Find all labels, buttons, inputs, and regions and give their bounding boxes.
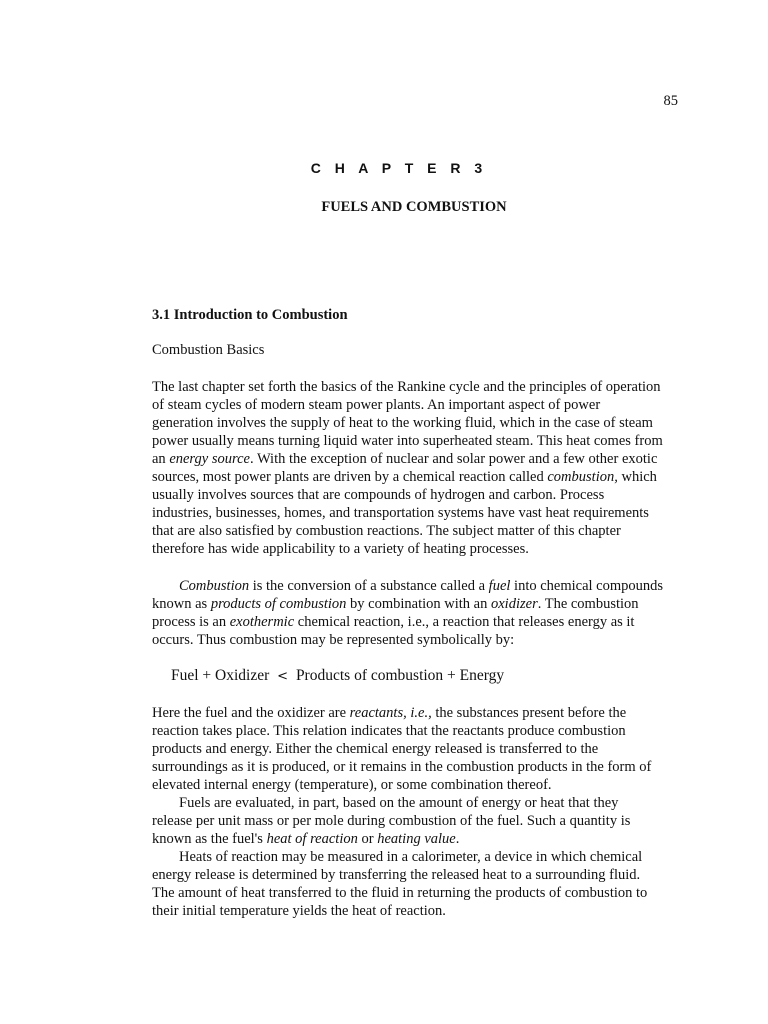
section-heading: 3.1 Introduction to Combustion <box>152 307 348 323</box>
text-run: or <box>357 831 378 847</box>
paragraph-line <box>152 704 682 722</box>
italic-term: exothermic <box>229 614 295 630</box>
paragraph-line <box>152 595 682 613</box>
text-run: the substances present before the <box>431 705 627 721</box>
italic-term: heat of reaction <box>266 831 358 847</box>
subsection-heading: Combustion Basics <box>152 342 265 358</box>
equation-products: Products of combustion + Energy <box>295 667 505 684</box>
italic-term: Combustion <box>179 578 250 594</box>
paragraph-line: of steam cycles of modern steam power plants. An important aspect of power <box>152 397 601 413</box>
chapter-label: C H A P T E R 3 <box>310 160 488 176</box>
paragraph-line: usually involves sources that are compounds of hydrogen and carbon. Process <box>152 487 605 503</box>
paragraph-line <box>152 830 682 848</box>
paragraph-reactants <box>152 704 682 920</box>
text-run: . The combustion <box>537 596 639 612</box>
paragraph-line: release per unit mass or per mole during combustion of the fuel. Such a quantity is <box>152 813 631 829</box>
paragraph-line: that are also satisfied by combustion reactions. The subject matter of this chapter <box>152 523 621 539</box>
text-run: known as the fuel's <box>152 831 267 847</box>
combustion-equation <box>171 667 504 685</box>
text-run: process is an <box>152 614 230 630</box>
paragraph-line <box>152 577 682 595</box>
paragraph-line: The amount of heat transferred to the fluid in returning the products of combustion to <box>152 885 648 901</box>
page-number: 85 <box>663 93 678 109</box>
paragraph-line <box>152 468 682 486</box>
paragraph-intro <box>152 378 682 558</box>
text-run: is the conversion of a substance called a <box>249 578 489 594</box>
text-run: by combination with an <box>346 596 491 612</box>
italic-term: products of combustion <box>210 596 347 612</box>
text-run: Here the fuel and the oxidizer are <box>152 705 350 721</box>
paragraph-definition <box>152 577 682 649</box>
paragraph-line: Heats of reaction may be measured in a calorimeter, a device in which chemical <box>179 849 643 865</box>
text-run: chemical reaction, i.e., a reaction that releases energy as it <box>294 614 635 630</box>
text-run: . With the exception of nuclear and solar power and a few other exotic <box>249 451 658 467</box>
paragraph-line: generation involves the supply of heat to the working fluid, which in the case of steam <box>152 415 653 431</box>
paragraph-line: Fuels are evaluated, in part, based on the amount of energy or heat that they <box>179 795 619 811</box>
italic-term: combustion, <box>547 469 618 485</box>
paragraph-line <box>152 613 682 631</box>
paragraph-line: occurs. Thus combustion may be represented symbolically by: <box>152 632 515 648</box>
text-run: an <box>152 451 170 467</box>
paragraph-line: power usually means turning liquid water into superheated steam. This heat comes from <box>152 433 663 449</box>
equation-reactants: Fuel + Oxidizer <box>171 667 270 684</box>
paragraph-line: their initial temperature yields the heat of reaction. <box>152 903 446 919</box>
italic-term: heating value <box>377 831 456 847</box>
paragraph-line: products and energy. Either the chemical energy released is transferred to the <box>152 741 599 757</box>
paragraph-line: The last chapter set forth the basics of the Rankine cycle and the principles of operation <box>152 379 661 395</box>
paragraph-line: energy release is determined by transferring the released heat to a surrounding fluid. <box>152 867 641 883</box>
paragraph-line <box>152 450 682 468</box>
text-run: sources, most power plants are driven by a chemical reaction called <box>152 469 548 485</box>
text-run: which <box>617 469 657 485</box>
italic-term: fuel <box>488 578 511 594</box>
italic-term: reactants, i.e., <box>349 705 432 721</box>
text-run: known as <box>152 596 211 612</box>
paragraph-line: surroundings as it is produced, or it remains in the combustion products in the form of <box>152 759 652 775</box>
paragraph-line: therefore has wide applicability to a variety of heating processes. <box>152 541 529 557</box>
chapter-title: FUELS AND COMBUSTION <box>321 199 507 215</box>
italic-term: oxidizer <box>491 596 538 612</box>
paragraph-line: reaction takes place. This relation indicates that the reactants produce combustion <box>152 723 626 739</box>
reaction-arrow-icon: < <box>277 669 289 684</box>
text-run: . <box>455 831 460 847</box>
paragraph-line: elevated internal energy (temperature), or some combination thereof. <box>152 777 552 793</box>
paragraph-line: industries, businesses, homes, and transportation systems have vast heat requirements <box>152 505 649 521</box>
text-run: into chemical compounds <box>510 578 664 594</box>
italic-term: energy source <box>169 451 250 467</box>
